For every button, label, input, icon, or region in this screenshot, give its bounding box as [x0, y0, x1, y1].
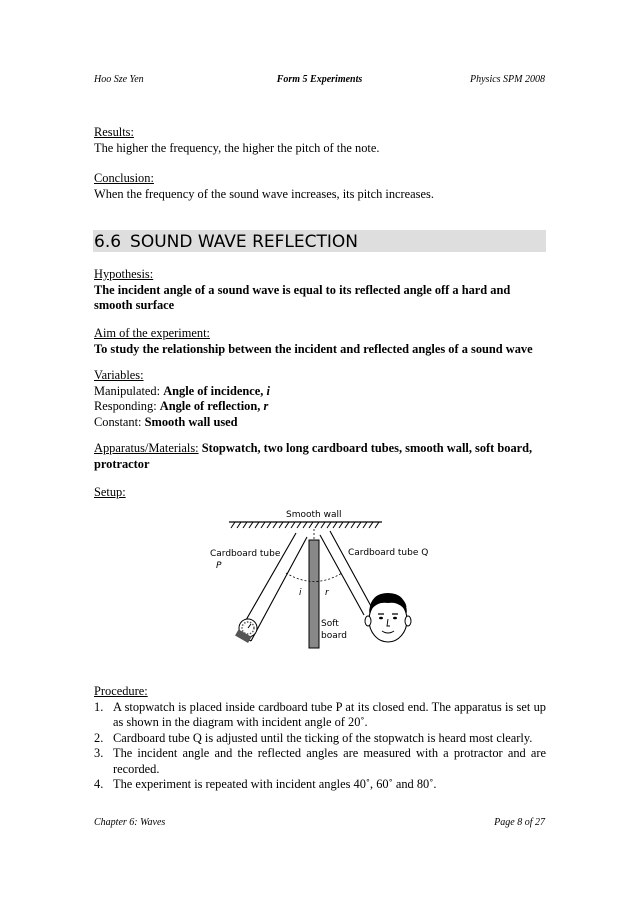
variable-constant: [94, 415, 546, 431]
header-author: Hoo Sze Yen: [94, 74, 144, 85]
page-header: [94, 74, 545, 88]
apparatus-text: Stopwatch, two long cardboard tubes, smooth wall, soft board, protractor: [94, 441, 533, 471]
results-label: Results:: [94, 125, 134, 139]
procedure-step: 2. Cardboard tube Q is adjusted until the ticking of the stopwatch is heard most clearly.: [94, 730, 533, 745]
section-heading: [93, 230, 546, 252]
stopwatch-icon: [235, 619, 257, 643]
constant-text: Smooth wall used: [144, 414, 238, 429]
footer-page: Page 8 of 27: [494, 817, 545, 828]
constant-label: Constant:: [94, 414, 142, 429]
conclusion-label: Conclusion:: [94, 171, 154, 185]
conclusion-text: When the frequency of the sound wave increases, its pitch increases.: [94, 186, 434, 201]
soft-board-label-2: board: [321, 631, 347, 641]
soft-board: [309, 540, 319, 648]
setup-block: [94, 485, 546, 501]
manipulated-symbol: i: [266, 383, 270, 398]
hypothesis-text: The incident angle of a sound wave is equal to its reflected angle off a hard and smooth surface: [94, 282, 511, 312]
page-footer: [94, 817, 545, 831]
responding-symbol: r: [263, 399, 269, 413]
header-course: Physics SPM 2008: [470, 74, 545, 85]
section-number: 6.6: [94, 232, 122, 252]
wall-label: Smooth wall: [286, 510, 342, 520]
aim-label: Aim of the experiment:: [94, 326, 210, 340]
header-title: Form 5 Experiments: [276, 74, 363, 85]
soft-board-label-1: Soft: [321, 619, 339, 629]
setup-diagram: [200, 505, 430, 660]
variable-manipulated: [94, 384, 546, 400]
tube-p-label: Cardboard tube: [210, 549, 281, 559]
aim-block: [94, 326, 546, 357]
variables-label: Variables:: [94, 368, 144, 382]
procedure-list: [94, 700, 546, 793]
smooth-wall: [229, 522, 382, 528]
section-title: SOUND WAVE REFLECTION: [130, 232, 358, 252]
procedure-label: Procedure:: [94, 684, 148, 698]
conclusion-block: [94, 171, 546, 202]
procedure-block: [94, 684, 546, 793]
tube-p-letter: P: [216, 561, 222, 571]
procedure-step: 4. The experiment is repeated with incident angles 40˚, 60˚ and 80˚.: [94, 777, 437, 791]
angle-i-label: i: [299, 588, 302, 598]
apparatus-label: Apparatus/Materials:: [94, 441, 199, 455]
hypothesis-label: Hypothesis:: [94, 267, 154, 281]
angle-r-label: r: [325, 588, 329, 598]
setup-label: Setup:: [94, 485, 126, 499]
variable-responding: [94, 399, 546, 415]
hypothesis-block: [94, 267, 546, 314]
responding-text: Angle of reflection,: [159, 399, 261, 413]
results-text: The higher the frequency, the higher the pitch of the note.: [94, 140, 380, 155]
procedure-step: 3. The incident angle and the reflected angles are measured with a protractor and are recorded.: [94, 746, 546, 776]
results-block: [94, 125, 546, 156]
manipulated-label: Manipulated:: [94, 383, 161, 398]
apparatus-block: [94, 441, 546, 472]
variables-block: [94, 368, 546, 430]
manipulated-text: Angle of incidence,: [163, 383, 264, 398]
procedure-step: 1. A stopwatch is placed inside cardboard tube P at its closed end. The apparatus is set up as shown in the diagram with incident angle of 20˚.: [94, 699, 546, 729]
tube-q: [320, 531, 372, 615]
listener-face-icon: [365, 593, 411, 642]
tube-q-label: Cardboard tube Q: [348, 548, 429, 558]
aim-text: To study the relationship between the incident and reflected angles of a sound wave: [94, 341, 533, 356]
footer-chapter: Chapter 6: Waves: [94, 817, 166, 828]
responding-label: Responding:: [94, 399, 157, 413]
